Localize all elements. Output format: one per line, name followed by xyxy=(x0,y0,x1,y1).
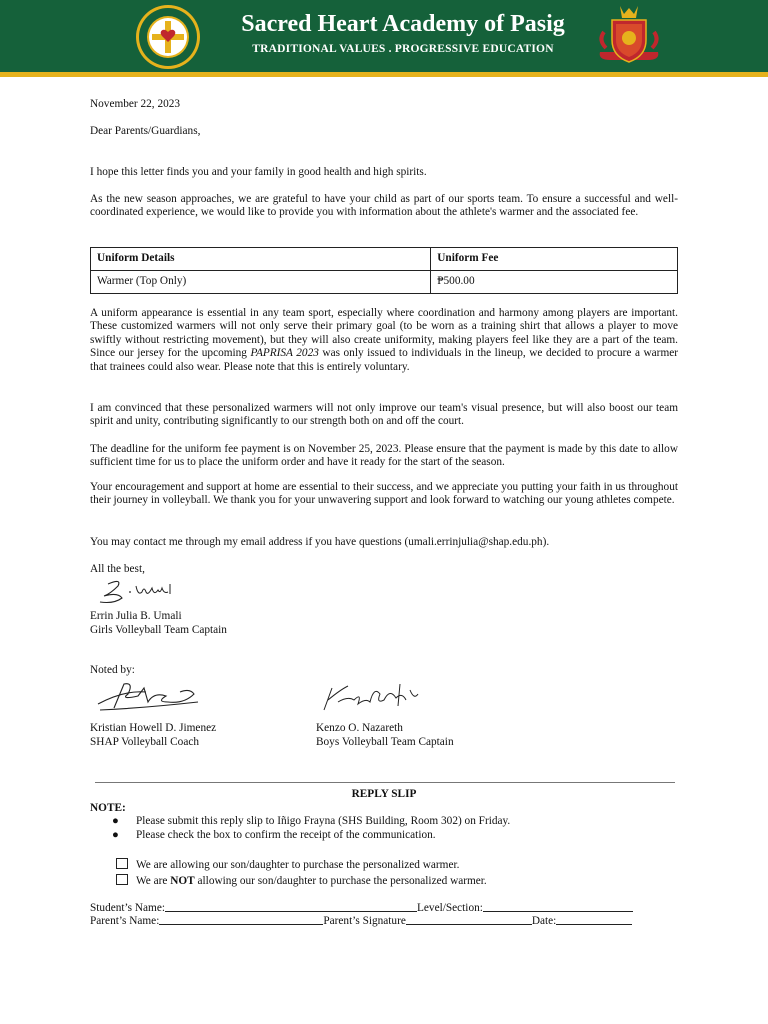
paragraph-conviction: I am convinced that these personalized warmers will not only improve our team's visual presence, but will also boost our team spirit and unity, contributing significantly to our strength both on and off the court. xyxy=(90,402,678,428)
table-row xyxy=(91,271,678,294)
date-label: Date: xyxy=(531,915,557,927)
table-header-row xyxy=(91,248,678,271)
parent-signature-field[interactable] xyxy=(406,914,532,925)
option-not-allow-label: allowing our son/daughter to purchase the personalized warmer. xyxy=(194,875,487,887)
signature-jimenez xyxy=(94,680,204,716)
level-section-label: Level/Section: xyxy=(417,902,483,914)
parent-name-label: Parent’s Name: xyxy=(90,915,160,927)
parent-name-field[interactable] xyxy=(159,914,323,925)
student-name-field[interactable] xyxy=(165,901,417,912)
parent-signature-label: Parent’s Signature xyxy=(323,915,406,927)
paragraph-uniform-purpose xyxy=(90,307,678,374)
signer-name: Errin Julia B. Umali xyxy=(90,610,182,622)
uniform-fee-table xyxy=(90,247,678,294)
noted-name-2: Kenzo O. Nazareth xyxy=(316,722,403,734)
signer-title: Girls Volleyball Team Captain xyxy=(90,624,227,636)
noted-title-2: Boys Volleyball Team Captain xyxy=(316,736,454,748)
option-allow[interactable] xyxy=(116,858,676,872)
table-cell: Warmer (Top Only) xyxy=(91,271,431,294)
school-seal-logo xyxy=(132,3,204,71)
noted-name-1: Kristian Howell D. Jimenez xyxy=(90,722,217,734)
letterhead-banner xyxy=(0,0,768,72)
reply-slip-cut-line xyxy=(95,782,675,783)
paragraph-deadline: The deadline for the uniform fee payment is on November 25, 2023. Please ensure that the payment is made by this date to allow sufficient time for us to place the uniform order and have it ready for the start of the season. xyxy=(90,443,678,469)
option-not-emphasis: NOT xyxy=(170,875,195,887)
list-item-text: Please submit this reply slip to Iñigo Frayna (SHS Building, Room 302) on Friday. xyxy=(136,815,511,827)
bullet-icon: ● xyxy=(112,815,119,827)
allow-checkbox[interactable] xyxy=(116,858,128,869)
table-header-cell: Uniform Fee xyxy=(431,248,678,271)
paragraph-text: A uniform appearance is essential in any team sport, especially where coordination and harmony among players are important. These customized warmers will not only serve their primary goal (to be worn as a training shirt that allows a player to move swiftly without restricting movement), but they will also create uniformity, making players feel like they are a part of the team. Since our jersey for the upcoming xyxy=(90,307,678,360)
paragraph-support: Your encouragement and support at home are essential to their success, and we appreciate you putting your faith in us throughout their journey in volleyball. We thank you for your unwavering support and look forward to watching our young athletes compete. xyxy=(90,481,678,507)
bullet-icon: ● xyxy=(112,829,119,841)
signature-umali xyxy=(96,576,196,606)
paragraph-greeting: I hope this letter finds you and your family in good health and high spirits. xyxy=(90,166,427,178)
letter-date: November 22, 2023 xyxy=(90,98,181,110)
school-motto: TRADITIONAL VALUES . PROGRESSIVE EDUCATION xyxy=(252,43,554,55)
option-allow-label: We are allowing our son/daughter to purchase the personalized warmer. xyxy=(136,859,460,871)
closing: All the best, xyxy=(90,563,145,575)
noted-by-label: Noted by: xyxy=(90,664,135,676)
not-allow-checkbox[interactable] xyxy=(116,874,128,885)
table-cell: ₱500.00 xyxy=(431,271,678,294)
table-header-cell: Uniform Details xyxy=(91,248,431,271)
level-section-field[interactable] xyxy=(483,901,633,912)
student-name-label: Student’s Name: xyxy=(90,902,165,914)
list-item xyxy=(112,815,672,828)
option-not-allow[interactable] xyxy=(116,874,676,888)
option-not-allow-label: We are xyxy=(136,875,171,887)
noted-title-1: SHAP Volleyball Coach xyxy=(90,736,199,748)
note-label: NOTE: xyxy=(90,802,126,814)
school-name: Sacred Heart Academy of Pasig xyxy=(241,11,565,37)
parent-info-row xyxy=(90,914,678,928)
list-item xyxy=(112,829,672,842)
paragraph-text: was only issued to individuals in the lineup, we decided to procure a warmer that trainees could also wear. Please note that this is entirely voluntary. xyxy=(90,347,679,373)
event-name: PAPRISA 2023 xyxy=(250,347,319,360)
paragraph-contact: You may contact me through my email address if you have questions (umali.errinjulia@shap.edu.ph). xyxy=(90,536,550,548)
reply-slip-title: REPLY SLIP xyxy=(351,788,417,800)
date-field[interactable] xyxy=(556,914,632,925)
paragraph-intro: As the new season approaches, we are grateful to have your child as part of our sports team. To ensure a successful and well-coordinated experience, we would like to provide you with information about the athlete's warmer and the associated fee. xyxy=(90,193,678,219)
salutation: Dear Parents/Guardians, xyxy=(90,125,201,137)
list-item-text: Please check the box to confirm the receipt of the communication. xyxy=(136,829,436,841)
coat-of-arms-crest xyxy=(590,2,668,70)
signature-nazareth xyxy=(318,680,428,716)
letterhead-gold-stripe xyxy=(0,72,768,77)
